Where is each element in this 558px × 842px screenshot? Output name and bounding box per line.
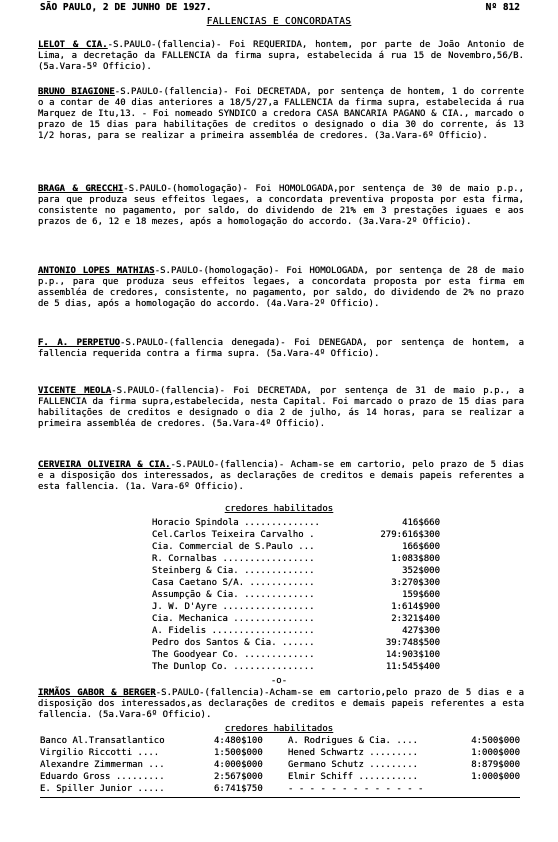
creditor-row <box>152 530 440 541</box>
entry-braga-grecchi <box>38 184 524 228</box>
creditor-name: Casa Caetano S/A. ............ <box>152 578 315 588</box>
creditor-amount: 1:614$900 <box>391 602 440 612</box>
creditor-amount: 8:879$000 <box>471 760 520 770</box>
entry-name: LELOT & CIA. <box>38 40 108 50</box>
creditor-name: Germano Schutz ......... <box>288 760 419 770</box>
creditor-amount: 279:616$300 <box>380 530 440 540</box>
entry-name: IRMÃOS GABOR & BERGER <box>38 688 156 698</box>
creditor-amount: 1:000$000 <box>471 748 520 758</box>
creditor-amount: 416$660 <box>402 518 440 528</box>
creditor-row <box>152 518 440 529</box>
creditor-name: Cia. Mechanica ............... <box>152 614 315 624</box>
creditor-amount: 427$300 <box>402 626 440 636</box>
creditor-amount: 3:270$300 <box>391 578 440 588</box>
entry-name: CERVEIRA OLIVEIRA & CIA. <box>38 460 171 470</box>
creditor-row <box>152 578 440 589</box>
entry-lelot <box>38 40 524 73</box>
entry-text: -S.PAULO-(fallencia denegada)- Foi DENEGADA, por sentença de hontem, a fallencia requerida contra a firma supra. (5a.Vara-4º Officio). <box>38 338 524 359</box>
entry-name: F. A. PERPETUO <box>38 338 121 348</box>
entry-name: VICENTE MEOLA <box>38 386 112 396</box>
entry-name: BRUNO BIAGIONE <box>38 87 115 97</box>
entry-text: -S.PAULO-(homologação)- Foi HOMOLOGADA, por sentença de 28 de maio p.p., para que produza seus effeitos legaes, a concordata proposta por esta firma em assembléa de credores, consistente, no pagamento, por saldo, do dividendo de 2% no prazo de 5 dias, após a homologação do accordo. (4a.Vara-2º Officio). <box>38 266 524 309</box>
entry-text: -S.PAULO-(fallencia)- Foi DECRETADA, por sentença de 31 de maio p.p., a FALLENCIA da firma supra,estabelecida, nesta Capital. Foi marcado o prazo de 15 dias para habilitações de creditos e designado o dia 2 de julho, ás 14 horas, para se realizar a primeira assembléa de credores. (5a.Vara-4º Officio). <box>38 386 524 429</box>
creditor-amount: 4:480$100 <box>214 736 263 746</box>
entry-name: BRAGA & GRECCHI <box>38 184 124 194</box>
entry-text: -S.PAULO-(fallencia)-Acham-se em cartorio,pelo prazo de 5 dias e a disposição dos interessados,as declarações de creditos e demais papeis referentes a esta fallencia. (5a.Vara-6º Officio). <box>38 688 524 720</box>
page-header <box>40 2 520 14</box>
creditor-name: J. W. D'Ayre ................. <box>152 602 315 612</box>
bulletin-number: Nº 812 <box>485 2 520 13</box>
creditor-name: The Dunlop Co. ............... <box>152 662 315 672</box>
bottom-rule <box>40 797 520 798</box>
entry-text: -S.PAULO-(fallencia)- Foi DECRETADA, por sentença de hontem, 1 do corrente o a contar de 40 dias anteriores a 18/5/27,a FALLENCIA da firma supra, estabelecida á rua Marquez de Itu,13. - Foi nomeado SYNDICO a credora CASA BANCARIA PAGANO & CIA., marcado o prazo de 15 dias para habilitações de creditos o designado o dia 30 do corrente, ás 13 1/2 horas, para se realizar a primeira assembléa de credores. (3a.Vara-6º Officio). <box>38 87 525 141</box>
creditor-name: Assumpção & Cia. ............. <box>152 590 315 600</box>
entry-cerveira-oliveira <box>38 460 524 493</box>
creditor-name: A. Fidelis ................... <box>152 626 315 636</box>
creditor-name: Alexandre Zimmerman ... <box>40 760 165 770</box>
entry-name: ANTONIO LOPES MATHIAS <box>38 266 155 276</box>
creditor-row <box>40 748 520 759</box>
creditor-amount: 4:000$000 <box>214 760 263 770</box>
creditor-row <box>40 736 520 747</box>
creditor-name: Cel.Carlos Teixeira Carvalho . <box>152 530 315 540</box>
creditor-name: Pedro dos Santos & Cia. ...... <box>152 638 315 648</box>
creditor-amount: 6:741$750 <box>214 784 263 794</box>
creditor-name: The Goodyear Co. ............. <box>152 650 315 660</box>
creditors-heading: credores habilitados <box>224 724 334 734</box>
creditor-amount: 1:000$000 <box>471 772 520 782</box>
page-title: FALLENCIAS E CONCORDATAS <box>206 16 352 27</box>
entry-bruno-biagione <box>38 87 524 142</box>
creditor-name: Virgilio Riccotti .... <box>40 748 160 758</box>
creditor-amount: 2:321$400 <box>391 614 440 624</box>
creditor-row <box>152 626 440 637</box>
creditor-row <box>40 760 520 771</box>
entry-vicente-meola <box>38 386 524 430</box>
creditor-amount: 11:545$400 <box>385 662 440 672</box>
entry-text: -S.PAULO-(fallencia)- Foi REQUERIDA, hontem, por parte de João Antonio de Lima, a decretação da FALLENCIA da firma supra, estabelecida á rua 15 de Novembro,56/B. (5a.Vara-5º Officio). <box>38 40 524 72</box>
creditor-amount: 159$600 <box>402 590 440 600</box>
creditor-amount: 14:903$100 <box>385 650 440 660</box>
creditor-amount: 1:083$800 <box>391 554 440 564</box>
section-separator: -o- <box>270 676 288 686</box>
creditor-amount: 2:567$000 <box>214 772 263 782</box>
creditor-row <box>152 638 440 649</box>
creditor-row <box>152 566 440 577</box>
entry-antonio-lopes-mathias <box>38 266 524 310</box>
entry-irmaos-gabor-berger <box>38 688 524 721</box>
creditor-name: E. Spiller Junior ..... <box>40 784 165 794</box>
creditor-name: Horacio Spindola .............. <box>152 518 320 528</box>
creditor-name: Hened Schwartz ......... <box>288 748 419 758</box>
creditor-name: Eduardo Gross ......... <box>40 772 165 782</box>
creditor-amount: 1:500$000 <box>214 748 263 758</box>
creditor-name: A. Rodrigues & Cia. .... <box>288 736 419 746</box>
entry-text: -S.PAULO-(fallencia)- Acham-se em cartorio, pelo prazo de 5 dias e a disposição dos interessados, as declarações de creditos e demais papeis referentes a esta fallencia. (1a. Vara-6º Officio). <box>38 460 524 492</box>
dash-filler: - - - - - - - - - - - - - <box>288 784 424 794</box>
creditor-amount: 166$600 <box>402 542 440 552</box>
creditor-row <box>40 784 520 795</box>
entry-perpetuo <box>38 338 524 360</box>
creditor-row <box>152 602 440 613</box>
creditor-amount: 39:748$500 <box>385 638 440 648</box>
creditor-row <box>152 650 440 661</box>
creditor-amount: 352$000 <box>402 566 440 576</box>
creditor-row <box>40 772 520 783</box>
creditor-row <box>152 542 440 553</box>
creditors-heading: credores habilitados <box>224 504 334 514</box>
creditor-row <box>152 590 440 601</box>
creditor-name: Elmir Schiff ........... <box>288 772 419 782</box>
date-line: SÃO PAULO, 2 DE JUNHO DE 1927. <box>40 2 212 13</box>
creditor-row <box>152 662 440 673</box>
creditor-row <box>152 554 440 565</box>
creditor-name: Steinberg & Cia. ............. <box>152 566 315 576</box>
creditor-name: R. Cornalbas ................. <box>152 554 315 564</box>
creditor-name: Banco Al.Transatlantico <box>40 736 165 746</box>
creditor-name: Cia. Commercial de S.Paulo ... <box>152 542 315 552</box>
creditor-amount: 4:500$000 <box>471 736 520 746</box>
entry-text: -S.PAULO-(homologação)- Foi HOMOLOGADA,por sentença de 30 de maio p.p., para que produza seus effeitos legaes, a concordata preventiva proposta por esta firma, consistente no pagamento, por saldo, do dividendo de 21% em 3 prestações iguaes e aos prazos de 6, 12 e 18 mezes, após a homologação do accordo. (3a.Vara-2º Officio). <box>38 184 524 227</box>
creditor-row <box>152 614 440 625</box>
